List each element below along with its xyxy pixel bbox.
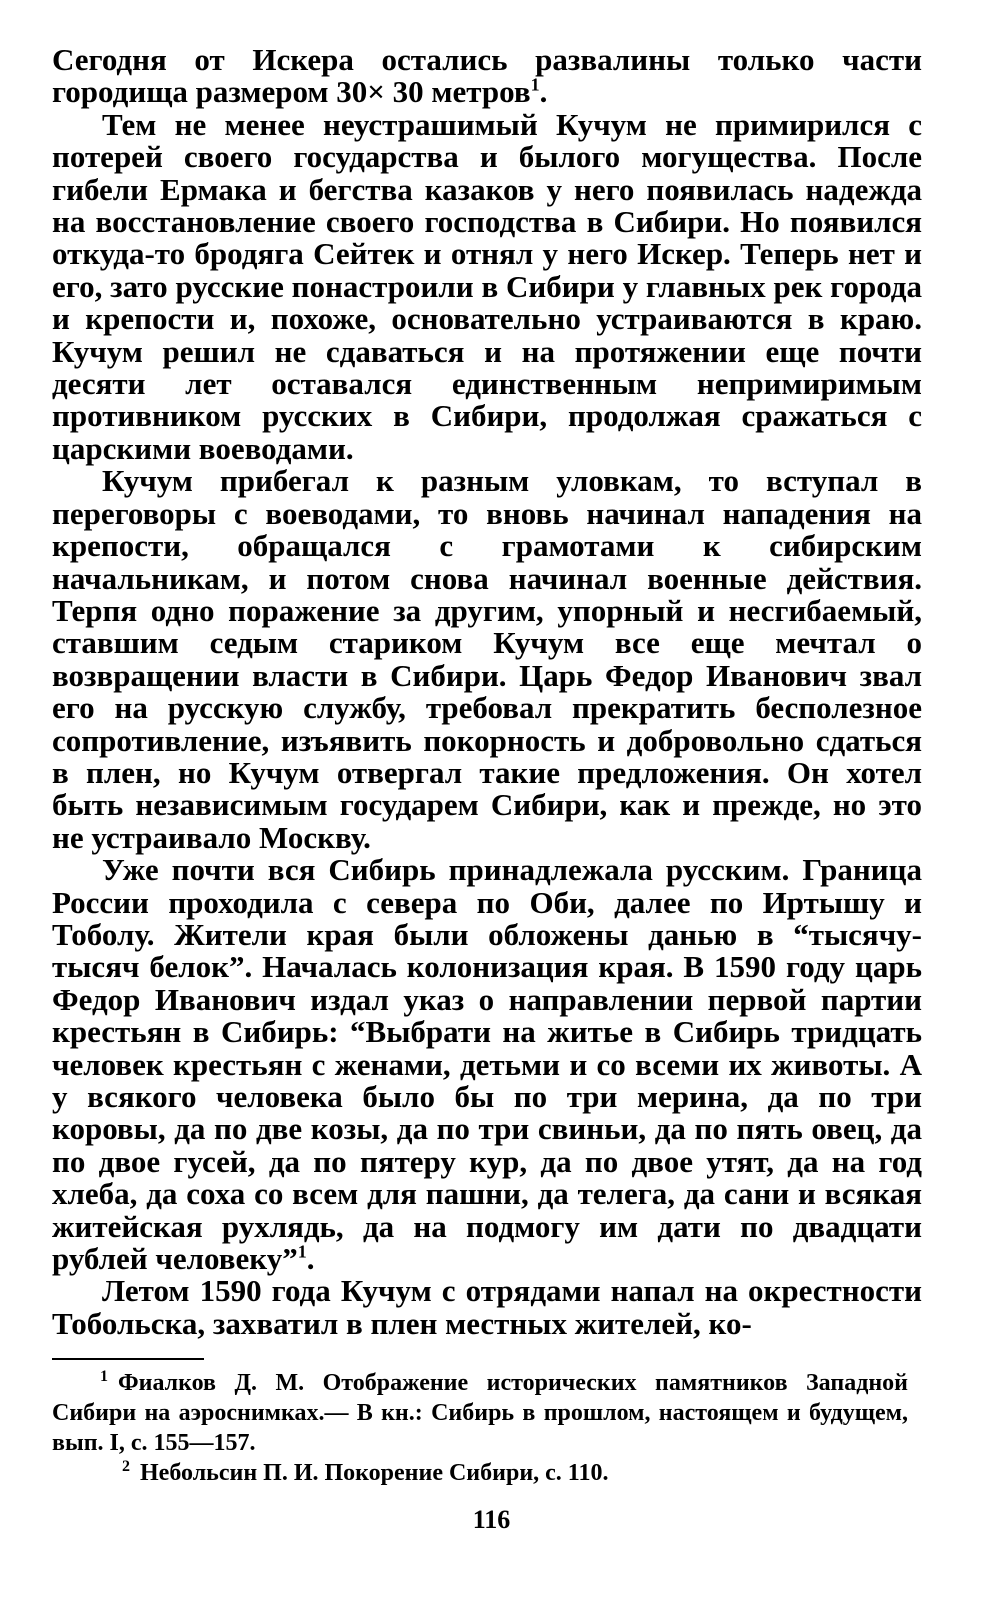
page-body xyxy=(52,44,922,1340)
paragraph-text: Кучум прибегал к разным уловкам, то вступал в переговоры с воеводами, то вновь начинал нападения на крепости, обращался с грамотами к сибирским начальникам, и потом снова начинал военные действия. Терпя одно поражение за другим, упорный и несгибаемый, ставшим седым стариком Кучум все еще мечтал о возвращении власти в Сибири. Царь Федор Иванович звал его на русскую службу, требовал прекратить бесполезное сопротивление, изъявить покорность и добровольно сдаться в плен, но Кучум отвергал такие предложения. Он хотел быть независимым государем Сибири, как и прежде, но это не устраивало Москву. xyxy=(52,463,922,855)
footnote-1 xyxy=(52,1368,908,1458)
footnote-ref[interactable]: 1 xyxy=(297,1241,307,1262)
paragraph-text-end: . xyxy=(306,1241,315,1277)
footnote-2 xyxy=(52,1458,908,1488)
footnote-divider xyxy=(52,1358,204,1360)
paragraph-text: Тем не менее неустрашимый Кучум не примирился с потерей своего государства и былого могущества. После гибели Ермака и бегства казаков у него появилась надежда на восстановление своего господства в Сибири. Но появился откуда-то бродяга Сейтек и отнял у него Искер. Теперь нет и его, зато русские понастроили в Сибири у главных рек города и крепости и, похоже, основательно устраиваются в краю. Кучум решил не сдаваться и на протяжении еще почти десяти лет оставался единственным непримиримым противником русских в Сибири, продолжая сражаться с царскими воеводами. xyxy=(52,106,922,466)
footnote-ref[interactable]: 1 xyxy=(530,75,540,96)
paragraph-text: Уже почти вся Сибирь принадлежала русским. Граница России проходила с севера по Оби, далее по Иртышу и Тоболу. Жители края были обложены данью в “тысячу-тысяч белок”. Началась колонизация края. В 1590 году царь Федор Иванович издал указ о направлении первой партии крестьян в Сибирь: “Выбрати на житье в Сибирь тридцать человек крестьян с женами, детьми и со всеми их животы. А у всякого человека было бы по три мерина, да по три коровы, да по две козы, да по три свиньи, да по пять овец, да по двое гусей, да по пятеру кур, да по двое утят, да на год хлеба, да соха со всем для пашни, да телега, да сани и всякая житейская рухлядь, да на подмогу им дати по двадцати рублей человеку” xyxy=(52,852,922,1277)
paragraph-2 xyxy=(52,106,922,466)
paragraph-5 xyxy=(52,1275,922,1340)
page-number: 116 xyxy=(472,1505,511,1534)
paragraph-4 xyxy=(52,854,922,1275)
footnote-text: Небольсин П. И. Покорение Сибири, с. 110. xyxy=(140,1460,609,1486)
paragraph-3 xyxy=(52,465,922,854)
paragraph-text: Летом 1590 года Кучум с отрядами напал на окрестности Тобольска, захватил в плен местных жителей, ко- xyxy=(52,1273,922,1341)
paragraph-text: Сегодня от Искера остались развалины только части городища размером 30× 30 метров xyxy=(52,42,922,110)
footnote-text: Фиалков Д. М. Отображение исторических памятников Западной Сибири на аэроснимках.— В кн.: Сибирь в прошлом, настоящем и будущем, вып. I, с. 155—157. xyxy=(52,1370,908,1456)
footnote-mark: 2 xyxy=(122,1458,130,1475)
paragraph-1 xyxy=(52,44,922,109)
footnotes xyxy=(52,1368,908,1488)
footnote-mark: 1 xyxy=(100,1368,108,1385)
paragraph-text-end: . xyxy=(539,74,548,110)
